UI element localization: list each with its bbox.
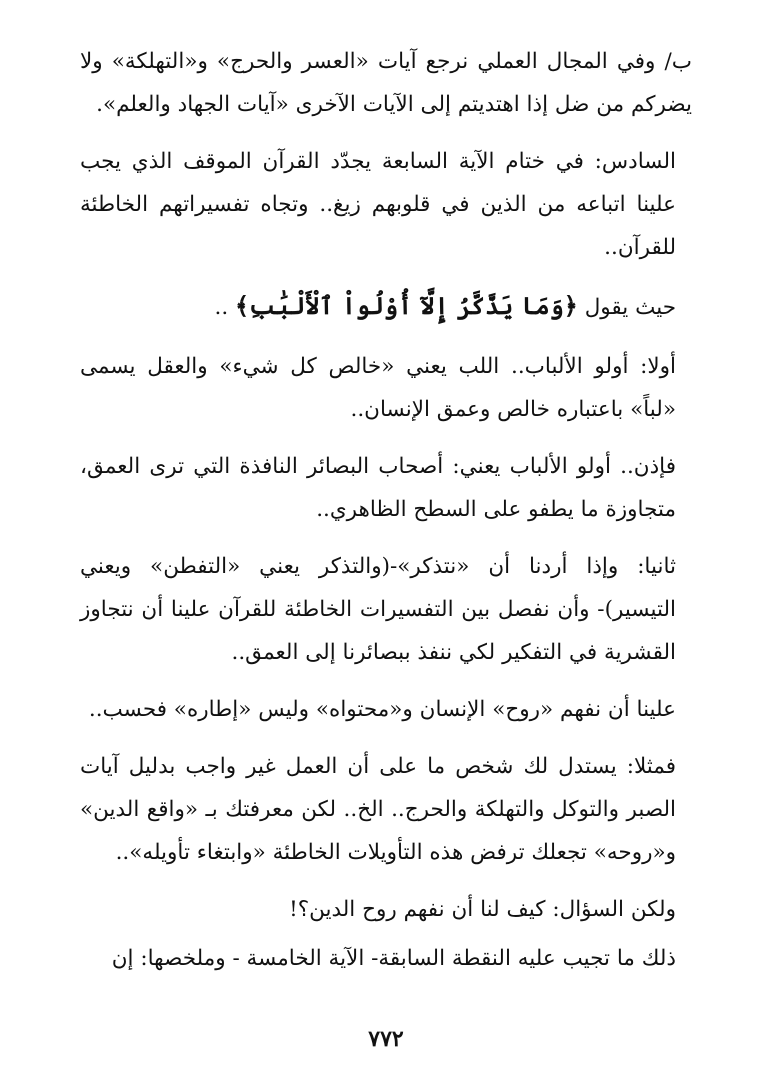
paragraph-practical-field: ب/ وفي المجال العملي نرجع آيات «العسر والحرج» و«التهلكة» ولا يضركم من ضل إذا اهتديتم إلى الآيات الآخرى «آيات الجهاد والعلم». (80, 49, 692, 117)
paragraph-answer-start: ذلك ما تجيب عليه النقطة السابقة- الآية الخامسة - وملخصها: إن (111, 946, 676, 971)
paragraph-example: فمثلا: يستدل لك شخص ما على أن العمل غير واجب بدليل آيات الصبر والتوكل والتهلكة والحرج.. الخ.. لكن معرفتك بـ «واقع الدين» و«روحه» تجعلك ترفض هذه التأويلات الخاطئة «وابتغاء تأويله».. (80, 754, 676, 865)
verse-intro-text: حيث يقول (584, 295, 676, 320)
quranic-verse: ﴿وَمَا يَذَّكَّرُ إِلَّآ أُوْلُواْ ٱلْأَلْبَٰبِ﴾ (235, 291, 578, 320)
paragraph-therefore: فإذن.. أولو الألباب يعني: أصحاب البصائر النافذة التي ترى العمق، متجاوزة ما يطفو على السطح الظاهري.. (80, 454, 676, 522)
paragraph-sixth: السادس: في ختام الآية السابعة يجدّد القرآن الموقف الذي يجب علينا اتباعه من الذين في قلوبهم زيغ.. وتجاه تفسيراتهم الخاطئة للقرآن.. (80, 149, 676, 260)
paragraph-verse-quote (80, 283, 692, 331)
verse-end-dots: .. (214, 295, 229, 320)
page-number: ٧٧٢ (368, 1026, 404, 1052)
paragraph-question: ولكن السؤال: كيف لنا أن نفهم روح الدين؟! (289, 897, 676, 922)
paragraph-first: أولا: أولو الألباب.. اللب يعني «خالص كل شيء» والعقل يسمى «لباً» باعتباره خالص وعمق الإنسان.. (80, 354, 676, 422)
paragraph-understand-spirit: علينا أن نفهم «روح» الإنسان و«محتواه» وليس «إطاره» فحسب.. (88, 697, 676, 722)
paragraph-second: ثانيا: وإذا أردنا أن «نتذكر»-(والتذكر يعني «التفطن» ويعني التيسير)- وأن نفصل بين التفسيرات الخاطئة للقرآن علينا أن نتجاوز القشرية في التفكير لكي ننفذ ببصائرنا إلى العمق.. (80, 554, 676, 665)
